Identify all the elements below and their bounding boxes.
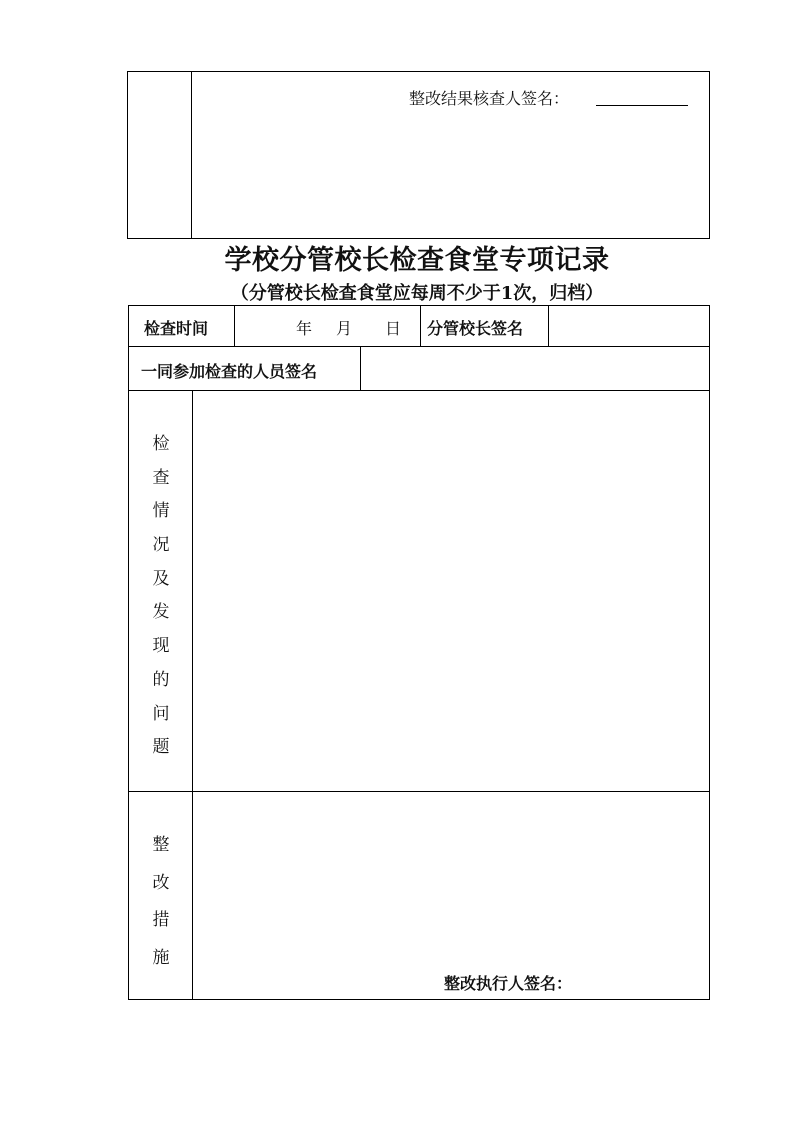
findings-label-char: 况 [152, 535, 170, 556]
date-month-label: 月 [336, 319, 353, 338]
findings-label-char: 现 [152, 636, 170, 657]
row-divider [128, 390, 710, 391]
row-divider [128, 791, 710, 792]
row-divider [128, 346, 710, 347]
findings-label-char: 情 [152, 501, 170, 522]
findings-label-char: 检 [152, 434, 170, 454]
findings-label-char: 查 [152, 467, 170, 488]
executor-signature-label: 整改执行人签名： [444, 974, 573, 993]
participants-label: 一同参加检查的人员签名 [141, 362, 318, 381]
rectification-label-char: 改 [152, 872, 170, 893]
findings-label-char: 的 [152, 669, 170, 690]
cell-divider [234, 305, 235, 346]
table-column-divider [191, 71, 192, 239]
label-column-divider [192, 390, 193, 1000]
cell-divider [548, 305, 549, 346]
findings-label [150, 428, 172, 765]
cell-divider [420, 305, 421, 346]
findings-label-char: 发 [152, 602, 170, 623]
inspection-time-label: 检查时间 [144, 319, 209, 338]
rectification-content-area[interactable] [194, 793, 708, 961]
rectification-label-char: 施 [152, 947, 170, 968]
date-day-label: 日 [385, 319, 402, 338]
principal-signature-label: 分管校长签名 [427, 319, 524, 338]
date-year-label: 年 [296, 319, 313, 338]
verify-signature-line[interactable] [596, 105, 688, 106]
findings-content-area[interactable] [194, 392, 708, 789]
findings-label-char: 及 [152, 568, 170, 589]
principal-signature-field[interactable] [550, 307, 708, 344]
rectification-label-char: 措 [152, 910, 170, 930]
cell-divider [360, 346, 361, 390]
findings-label-char: 题 [152, 737, 170, 758]
verify-signature-label: 整改结果核查人签名： [409, 89, 570, 108]
page-subtitle: （分管校长检查食堂应每周不少于1次，归档） [230, 283, 604, 304]
rectification-label [150, 827, 172, 977]
participants-signature-field[interactable] [362, 348, 708, 388]
rectification-label-char: 整 [152, 835, 170, 855]
findings-label-char: 问 [152, 703, 170, 724]
page-title: 学校分管校长检查食堂专项记录 [224, 245, 610, 276]
